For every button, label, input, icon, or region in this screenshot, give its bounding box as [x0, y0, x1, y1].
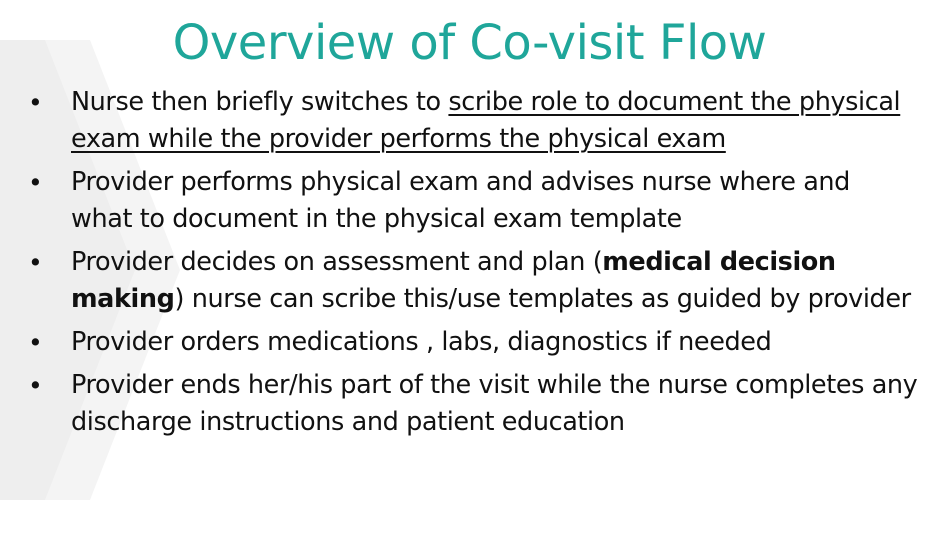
- bullet-text: [71, 84, 918, 158]
- bullet-text: [71, 244, 918, 318]
- bullet-text-segment: Provider orders medications , labs, diagnostics if needed: [71, 327, 772, 357]
- bullet-marker: •: [28, 371, 43, 400]
- bullet-text-segment: Nurse then briefly switches to: [71, 87, 449, 117]
- bullet-item: [28, 324, 918, 361]
- bullet-list: [28, 84, 918, 447]
- bullet-text-bold: medical decision making: [71, 247, 836, 314]
- bullet-item: [28, 367, 918, 441]
- bullet-text-underlined: scribe role to document the physical exam while the provider performs the physical exam: [71, 87, 901, 154]
- bullet-text: [71, 367, 918, 441]
- bullet-text-segment: Provider decides on assessment and plan (: [71, 247, 603, 277]
- slide-title: Overview of Co-visit Flow: [172, 15, 767, 71]
- bullet-marker: •: [28, 88, 43, 117]
- bullet-marker: •: [28, 168, 43, 197]
- bullet-item: [28, 244, 918, 318]
- bullet-text-segment: Provider performs physical exam and advises nurse where and what to document in the physical exam template: [71, 167, 850, 234]
- bullet-text-segment: Provider ends her/his part of the visit while the nurse completes any discharge instructions and patient education: [71, 370, 918, 437]
- bullet-text: [71, 324, 918, 361]
- bullet-marker: •: [28, 328, 43, 357]
- bullet-marker: •: [28, 248, 43, 277]
- bullet-text-segment: ) nurse can scribe this/use templates as guided by provider: [174, 284, 911, 314]
- bullet-item: [28, 84, 918, 158]
- bullet-item: [28, 164, 918, 238]
- bullet-text: [71, 164, 918, 238]
